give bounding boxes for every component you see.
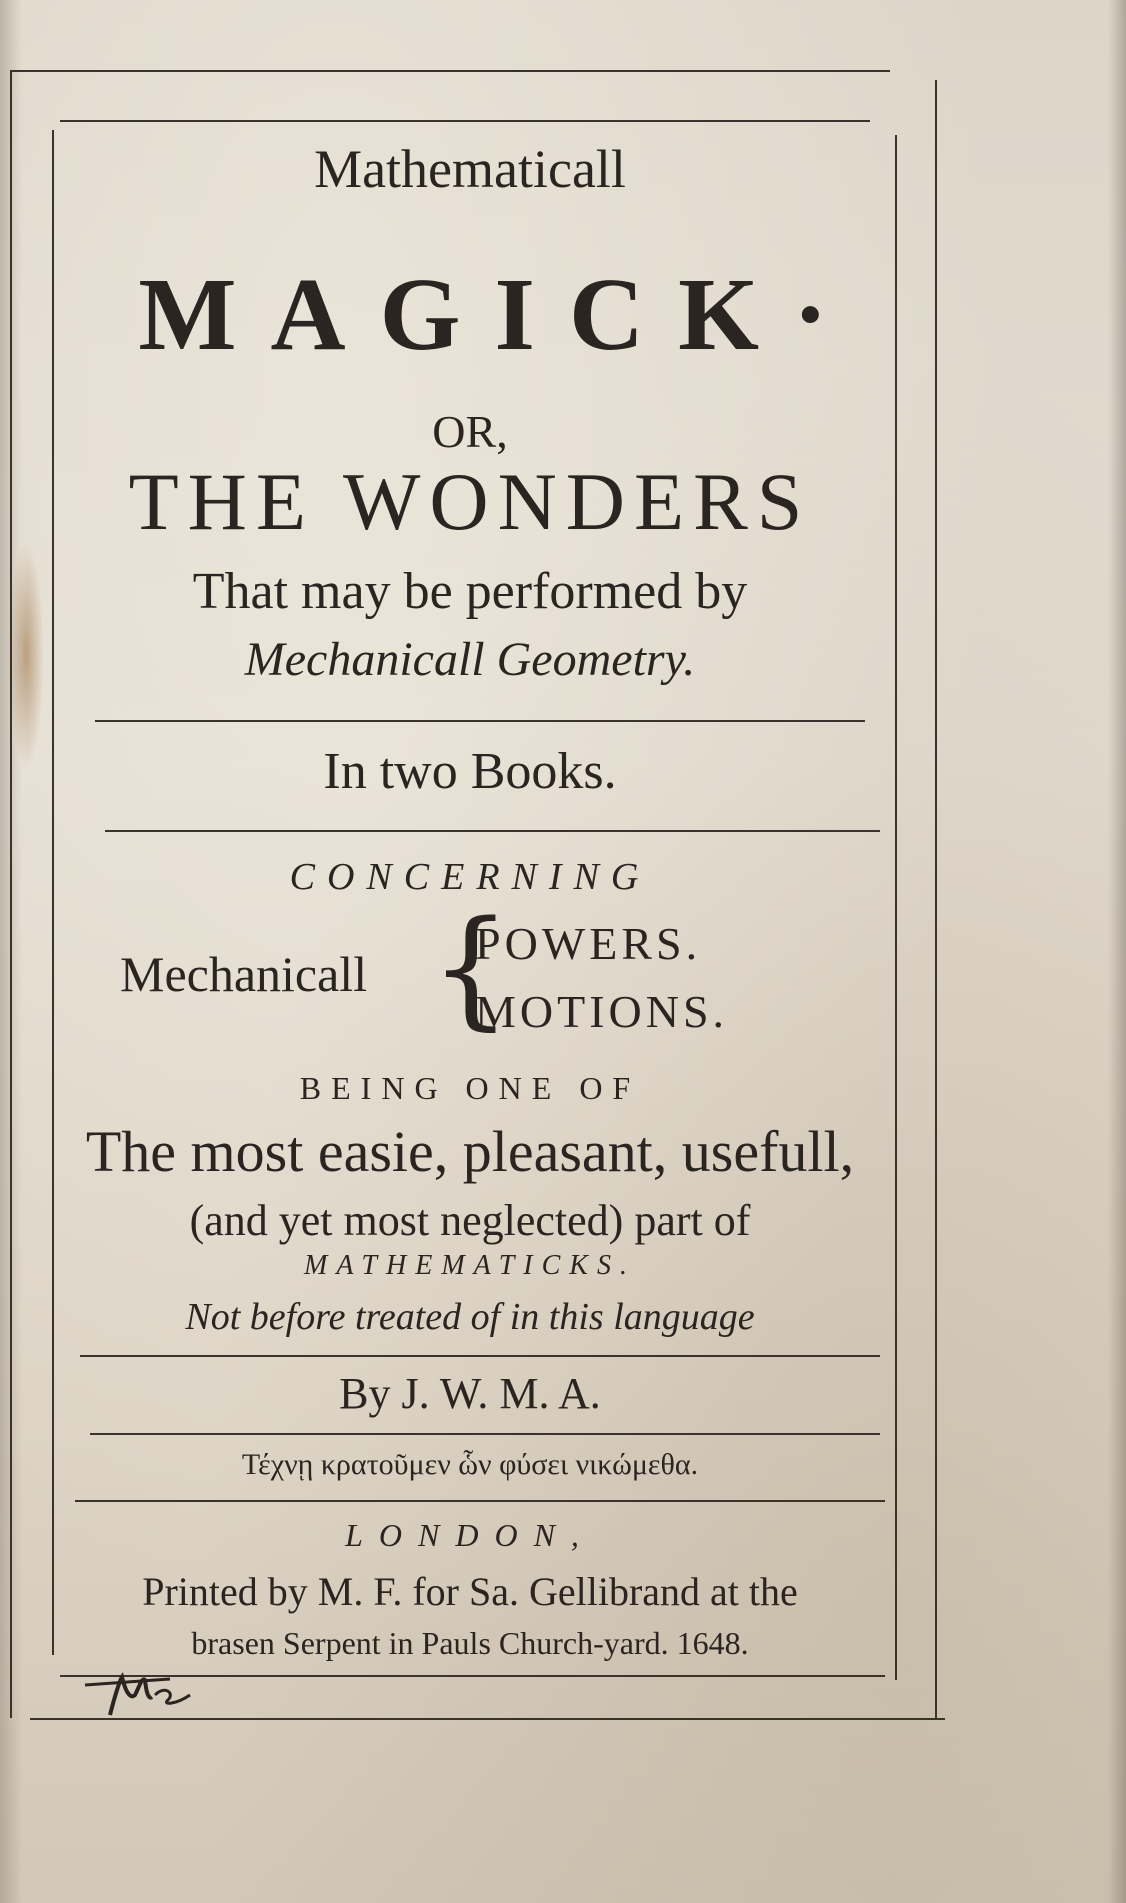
divider-5 [75,1500,885,1502]
handwritten-signature [80,1665,230,1725]
concerning-heading: CONCERNING [289,856,651,898]
title-wonders: THE WONDERS [128,456,812,547]
divider-4 [90,1433,880,1435]
in-two-books: In two Books. [323,743,617,800]
paper-stain [8,540,44,770]
being-one-of: BEING ONE OF [299,1070,641,1106]
imprint-printed-by: Printed by M. F. for Sa. Gellibrand at the [142,1569,798,1614]
subtitle-may-be-performed: That may be performed by [192,563,748,620]
title-magick: MAGICK· [138,257,862,372]
imprint-london: LONDON, [345,1517,595,1553]
mathematicks-line: MATHEMATICKS. [304,1250,636,1281]
title-mathematicall: Mathematicall [314,139,626,199]
brace-block [110,894,810,1045]
author-line: By J. W. M. A. [339,1369,601,1418]
divider-2 [105,830,880,832]
outer-rule-top [10,70,890,72]
title-or: OR, [432,406,508,457]
imprint-brasen-serpent: brasen Serpent in Pauls Church-yard. 1648. [191,1625,749,1661]
outer-rule-right [935,80,937,1718]
not-before-treated: Not before treated of in this language [185,1296,755,1338]
page-edge-right [1108,0,1126,1903]
curly-brace: { [430,894,512,1043]
divider-3 [80,1355,880,1357]
divider-1 [95,720,865,722]
brace-motions: MOTIONS. [475,986,729,1037]
brace-label: Mechanicall [120,946,368,1002]
greek-motto: Τέχνῃ κρατοῦμεν ὧν φύσει νικώμεθα. [241,1448,699,1481]
outer-rule-left [10,70,12,1718]
neglected-line: (and yet most neglected) part of [189,1196,751,1245]
inner-rule-top [60,120,870,122]
subtitle-mechanicall-geometry: Mechanicall Geometry. [244,633,696,686]
brace-powers: POWERS. [475,918,702,969]
inner-rule-left [52,130,54,1655]
most-easie-line: The most easie, pleasant, usefull, [85,1119,855,1184]
